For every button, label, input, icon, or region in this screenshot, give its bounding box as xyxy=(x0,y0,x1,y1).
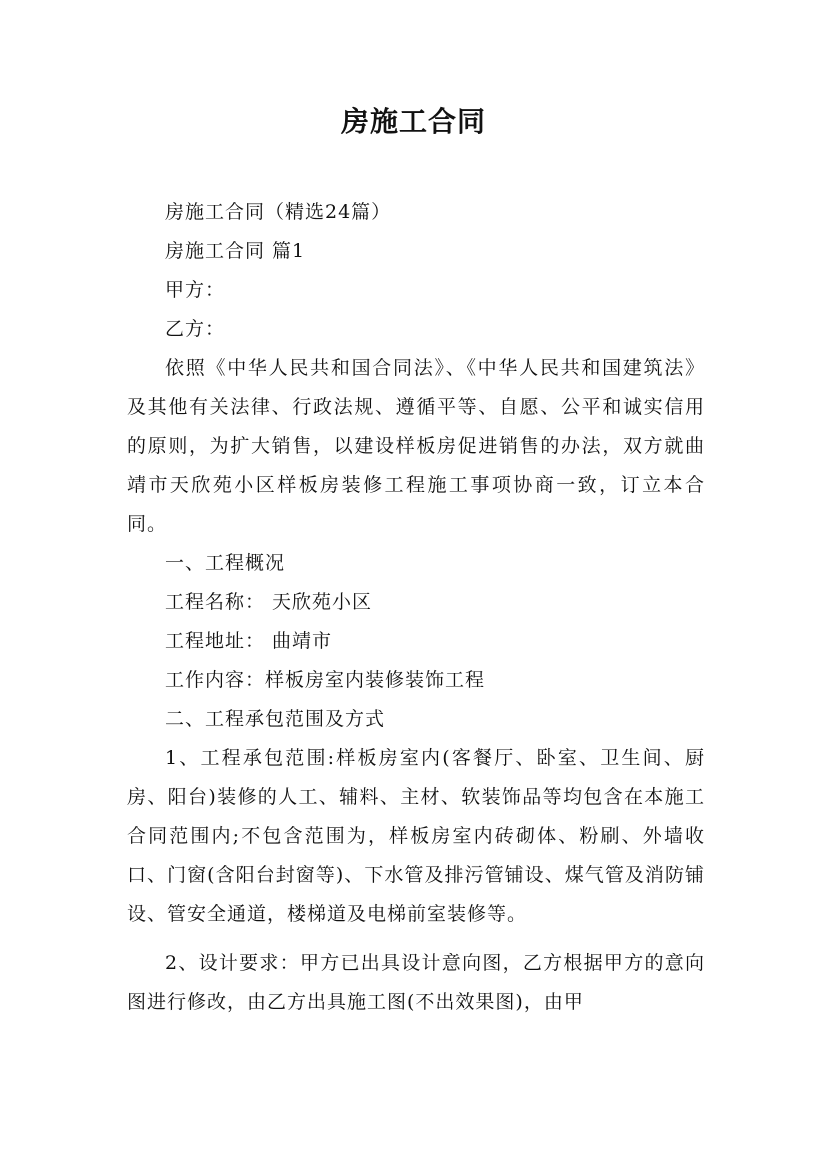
paragraph-subtitle: 房施工合同（精选24篇） xyxy=(165,201,392,223)
paragraph-scope-item-1: 1、工程承包范围:样板房室内(客餐厅、卧室、卫生间、厨房、阳台)装修的人工、辅料、主材、软装饰品等均包含在本施工合同范围内;不包含范围为，样板房室内砖砌体、粉刷、外墙收口、门窗(含阳台封窗等)、下水管及排污管铺设、煤气管及消防铺设、管安全通道，楼梯道及电梯前室装修等。 xyxy=(127,747,705,925)
paragraph-party-b: 乙方： xyxy=(165,318,226,340)
paragraph-preamble: 依照《中华人民共和国合同法》、《中华人民共和国建筑法》及其他有关法律、行政法规、遵循平等、自愿、公平和诚实信用的原则，为扩大销售，以建设样板房促进销售的办法，双方就曲靖市天欣苑小区样板房装修工程施工事项协商一致，订立本合同。 xyxy=(127,357,705,535)
paragraph-scope-item-2: 2、设计要求：甲方已出具设计意向图，乙方根据甲方的意向图进行修改，由乙方出具施工图(不出效果图)，由甲 xyxy=(127,952,705,1013)
document-body xyxy=(127,193,705,1022)
paragraph-heading-scope: 二、工程承包范围及方式 xyxy=(165,708,386,730)
paragraph-party-a: 甲方： xyxy=(165,279,226,301)
paragraph-project-name: 工程名称： 天欣苑小区 xyxy=(165,591,373,613)
paragraph-work-content: 工作内容：样板房室内装修装饰工程 xyxy=(165,669,486,691)
document-title: 房施工合同 xyxy=(340,105,486,138)
paragraph-section-heading: 房施工合同 篇1 xyxy=(165,240,306,262)
paragraph-heading-overview: 一、工程概况 xyxy=(165,552,286,574)
paragraph-project-address: 工程地址： 曲靖市 xyxy=(165,630,333,652)
